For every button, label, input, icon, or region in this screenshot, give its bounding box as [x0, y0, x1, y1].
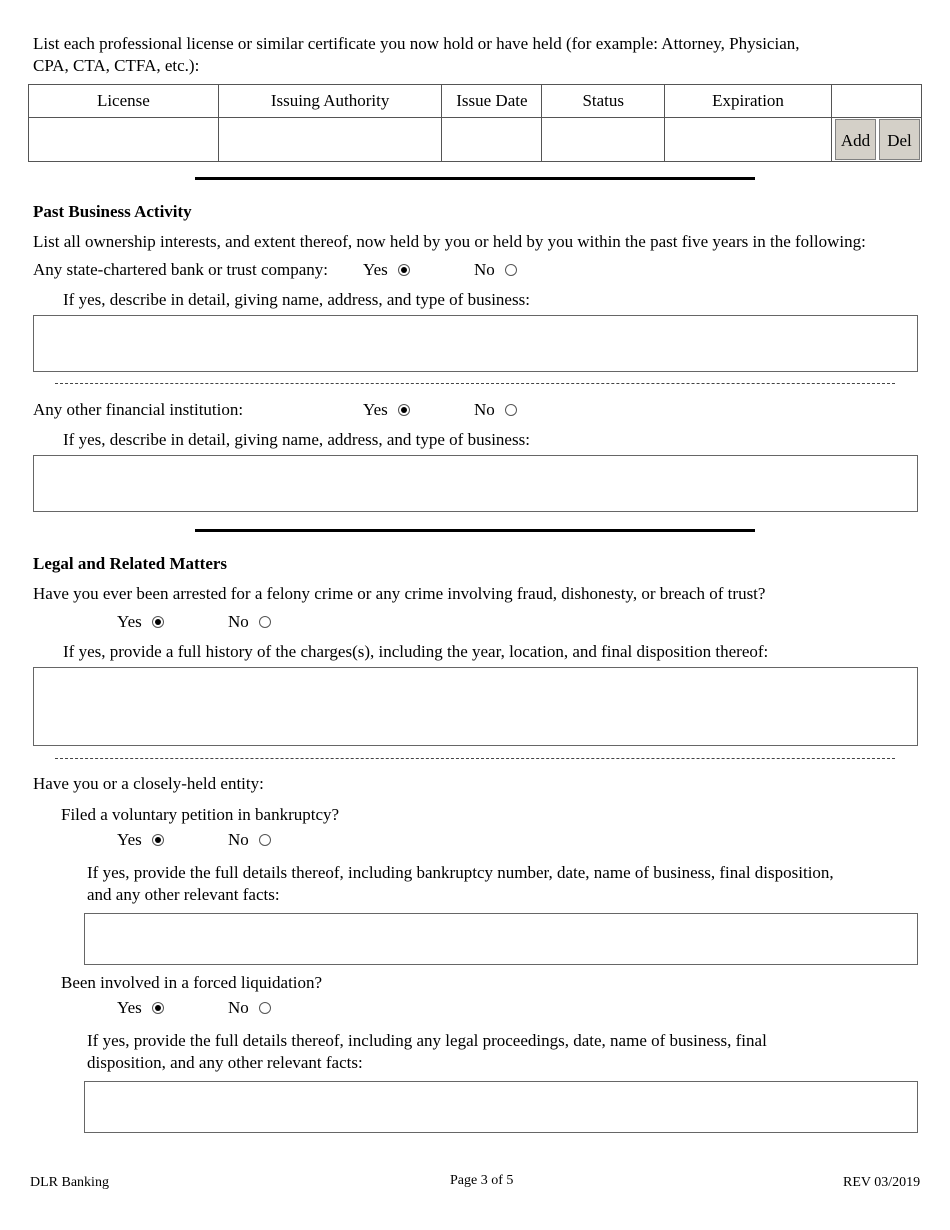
license-table	[28, 84, 922, 162]
row-actions	[831, 118, 921, 162]
liquidation-no-label: No	[228, 998, 249, 1017]
license-intro-line2: CPA, CTA, CTFA, etc.):	[33, 56, 200, 75]
liquidation-detail-line1: If yes, provide the full details thereof, including any legal proceedings, date, name of business, final	[87, 1031, 767, 1050]
bankruptcy-yes-label: Yes	[117, 830, 142, 849]
state-bank-no-option[interactable]	[474, 259, 517, 281]
past-business-intro: List all ownership interests, and extent thereof, now held by you or held by you within the past five years in the following:	[33, 232, 866, 251]
header-issue-date: Issue Date	[442, 85, 542, 118]
past-business-heading: Past Business Activity	[33, 202, 192, 221]
arrest-no-label: No	[228, 612, 249, 631]
arrest-question: Have you ever been arrested for a felony crime or any crime involving fraud, dishonesty, or breach of trust?	[33, 584, 766, 603]
header-issuing-authority: Issuing Authority	[218, 85, 442, 118]
dashed-divider	[55, 758, 895, 759]
bankruptcy-question: Filed a voluntary petition in bankruptcy?	[61, 805, 340, 824]
license-input-cell[interactable]	[29, 118, 219, 162]
bankruptcy-detail-textarea[interactable]	[84, 913, 918, 965]
license-intro-line1: List each professional license or similar certificate you now hold or have held (for example: Attorney, Physician,	[33, 34, 800, 53]
legal-heading: Legal and Related Matters	[33, 554, 228, 573]
arrest-yes-option[interactable]	[117, 611, 164, 633]
arrest-yes-radio[interactable]	[152, 616, 164, 628]
liquidation-no-option[interactable]	[228, 997, 271, 1019]
state-bank-no-label: No	[474, 260, 495, 279]
other-institution-yes-label: Yes	[363, 400, 388, 419]
entity-intro: Have you or a closely-held entity:	[33, 774, 264, 793]
table-row	[29, 118, 922, 162]
state-bank-detail-textarea[interactable]	[33, 315, 918, 372]
delete-row-button[interactable]: Del	[879, 119, 920, 160]
arrest-no-option[interactable]	[228, 611, 271, 633]
state-bank-question: Any state-chartered bank or trust company:	[33, 260, 329, 279]
other-institution-no-option[interactable]	[474, 399, 517, 421]
other-institution-no-label: No	[474, 400, 495, 419]
expiration-input-cell[interactable]	[665, 118, 832, 162]
header-expiration: Expiration	[665, 85, 832, 118]
bankruptcy-no-label: No	[228, 830, 249, 849]
liquidation-detail-textarea[interactable]	[84, 1081, 918, 1133]
header-status: Status	[542, 85, 665, 118]
other-institution-question: Any other financial institution:	[33, 400, 244, 419]
footer-left: DLR Banking	[30, 1175, 109, 1190]
state-bank-yes-option[interactable]	[363, 259, 410, 281]
arrest-detail-textarea[interactable]	[33, 667, 918, 746]
section-divider	[195, 529, 755, 532]
header-actions	[831, 85, 921, 118]
liquidation-no-radio[interactable]	[259, 1002, 271, 1014]
bankruptcy-yes-radio[interactable]	[152, 834, 164, 846]
arrest-detail-prompt: If yes, provide a full history of the charges(s), including the year, location, and final disposition thereof:	[63, 642, 769, 661]
liquidation-detail-line2: disposition, and any other relevant facts:	[87, 1053, 363, 1072]
liquidation-yes-option[interactable]	[117, 997, 164, 1019]
other-institution-detail-prompt: If yes, describe in detail, giving name, address, and type of business:	[63, 430, 530, 449]
liquidation-yes-label: Yes	[117, 998, 142, 1017]
state-bank-yes-label: Yes	[363, 260, 388, 279]
bankruptcy-detail-line2: and any other relevant facts:	[87, 885, 280, 904]
state-bank-no-radio[interactable]	[505, 264, 517, 276]
status-input-cell[interactable]	[542, 118, 665, 162]
other-institution-no-radio[interactable]	[505, 404, 517, 416]
license-table-header	[29, 85, 922, 118]
bankruptcy-no-radio[interactable]	[259, 834, 271, 846]
state-bank-yes-radio[interactable]	[398, 264, 410, 276]
dashed-divider	[55, 383, 895, 384]
section-divider	[195, 177, 755, 180]
state-bank-detail-prompt: If yes, describe in detail, giving name, address, and type of business:	[63, 290, 530, 309]
arrest-yes-label: Yes	[117, 612, 142, 631]
liquidation-question: Been involved in a forced liquidation?	[61, 973, 323, 992]
footer-revision: REV 03/2019	[843, 1175, 921, 1190]
arrest-no-radio[interactable]	[259, 616, 271, 628]
bankruptcy-no-option[interactable]	[228, 829, 271, 851]
issuing-authority-input-cell[interactable]	[218, 118, 442, 162]
bankruptcy-detail-line1: If yes, provide the full details thereof, including bankruptcy number, date, name of business, final disposition,	[87, 863, 834, 882]
issue-date-input-cell[interactable]	[442, 118, 542, 162]
other-institution-yes-radio[interactable]	[398, 404, 410, 416]
header-license: License	[29, 85, 219, 118]
other-institution-detail-textarea[interactable]	[33, 455, 918, 512]
page-number: Page 3 of 5	[450, 1173, 514, 1188]
add-row-button[interactable]: Add	[835, 119, 876, 160]
bankruptcy-yes-option[interactable]	[117, 829, 164, 851]
other-institution-yes-option[interactable]	[363, 399, 410, 421]
liquidation-yes-radio[interactable]	[152, 1002, 164, 1014]
